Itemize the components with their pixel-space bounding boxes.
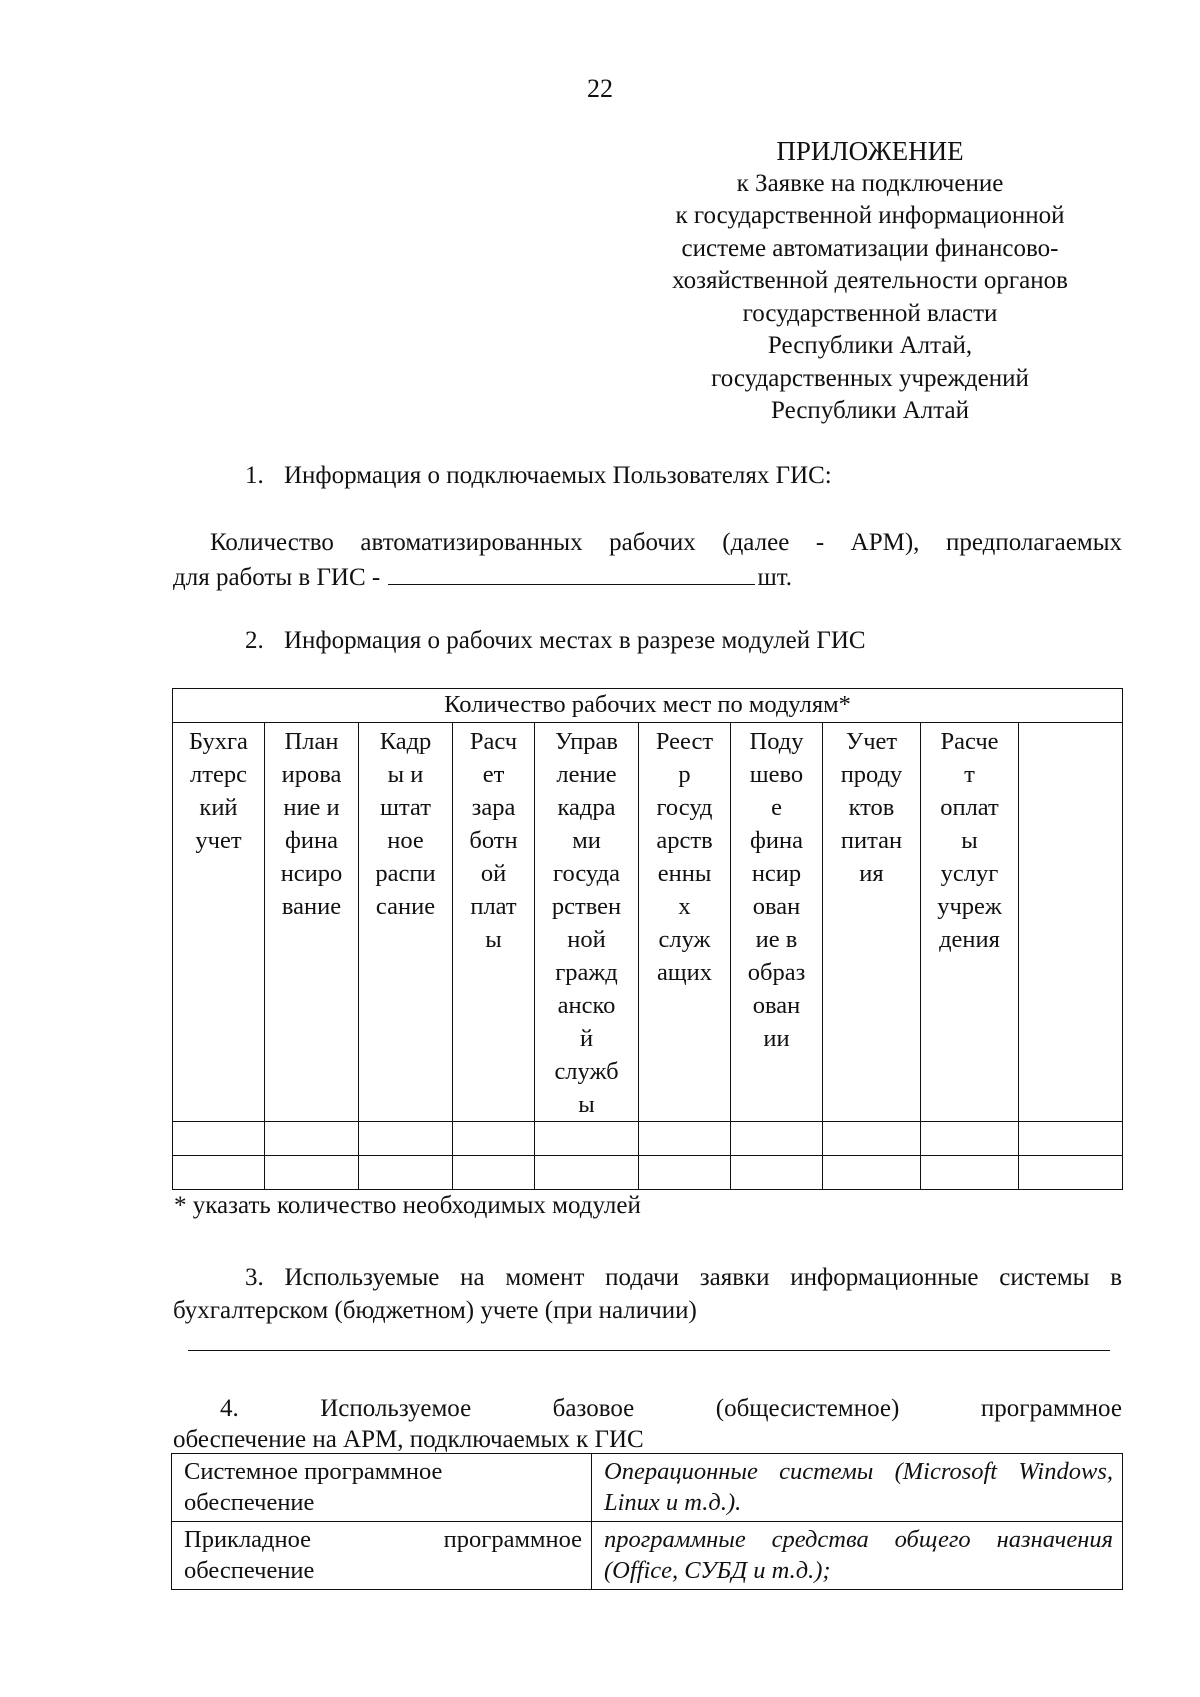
module-column-payroll — [453, 723, 535, 1122]
section2-number: 2. — [245, 627, 264, 654]
modules-table — [172, 688, 1123, 1190]
module-label-line: образ — [747, 959, 806, 986]
section1-para-line1: Количество автоматизированных рабочих (далее - АРМ), предполагаемых — [210, 529, 1122, 556]
section3-answer-line[interactable] — [188, 1350, 1110, 1351]
module-label-line: рствен — [551, 893, 622, 920]
module-label-line: енны — [657, 860, 712, 887]
module-label-line: х — [678, 893, 691, 920]
table-cell[interactable] — [453, 1156, 535, 1190]
module-label-line: ы — [485, 926, 502, 953]
module-label-line: питан — [840, 827, 903, 854]
module-column-empty — [1019, 723, 1123, 1122]
table-cell[interactable] — [173, 1156, 265, 1190]
section4-line1 — [220, 1393, 1122, 1425]
module-label-line: Поду — [749, 728, 804, 755]
module-label-line: ми — [572, 827, 601, 854]
module-label-line: нсиро — [280, 860, 343, 887]
module-label-line: й — [579, 1025, 594, 1052]
modules-footnote: * указать количество необходимых модулей — [174, 1192, 641, 1219]
module-label-line: т — [964, 761, 975, 788]
section3-line1: 3. Используемые на момент подачи заявки информационные системы в — [245, 1264, 1122, 1291]
software-category-text: обеспечение — [184, 1489, 315, 1516]
section4-word: (общесистемное) — [715, 1395, 900, 1422]
module-label-line: ия — [859, 860, 884, 887]
module-label-line: вание — [281, 893, 342, 920]
appendix-line: системе автоматизации финансово- — [681, 234, 1059, 262]
module-label-line: услуг — [940, 860, 999, 887]
module-column-accounting — [173, 723, 265, 1122]
module-label-line: ащих — [656, 959, 713, 986]
table-cell[interactable] — [1019, 1156, 1123, 1190]
module-label-line: Бухга — [189, 728, 248, 755]
module-label-line: Расче — [940, 728, 999, 755]
section1-title — [245, 460, 832, 492]
table-cell[interactable] — [823, 1156, 921, 1190]
module-label-line: фина — [285, 827, 338, 854]
module-column-food — [823, 723, 921, 1122]
appendix-line: Республики Алтай — [771, 397, 969, 424]
module-label-line: госуда — [553, 860, 620, 887]
section4-word: программное — [980, 1395, 1122, 1422]
section2-title-text: Информация о рабочих местах в разрезе модулей ГИС — [284, 627, 866, 654]
module-label-line: Кадр — [379, 728, 432, 755]
table-cell[interactable] — [265, 1156, 359, 1190]
module-label-line: сание — [375, 893, 436, 920]
module-label-line: служ — [658, 926, 711, 953]
arm-count-field[interactable] — [388, 560, 755, 585]
table-cell[interactable] — [639, 1156, 731, 1190]
appendix-line: к Заявке на подключение — [736, 169, 1004, 197]
modules-empty-row — [173, 1122, 1123, 1156]
appendix-heading: ПРИЛОЖЕНИЕ — [776, 136, 964, 166]
table-cell[interactable] — [265, 1122, 359, 1156]
module-label-line: Реест — [655, 728, 714, 755]
module-label-line: арств — [656, 827, 713, 854]
table-cell[interactable] — [921, 1122, 1019, 1156]
module-column-planning — [265, 723, 359, 1122]
software-table — [171, 1453, 1123, 1590]
software-category-word: программное — [443, 1526, 582, 1553]
arm-count-label: для работы в ГИС - — [173, 564, 381, 591]
section4-word: базовое — [552, 1395, 635, 1422]
software-category-word: Прикладное — [184, 1526, 312, 1553]
module-label-line: ное — [387, 827, 424, 854]
module-label-line: проду — [840, 761, 903, 788]
software-examples-system: Операционные системы (Microsoft Windows, Linux и т.д.). — [592, 1454, 1123, 1522]
arm-count-unit: шт. — [757, 564, 793, 591]
module-column-staffing — [359, 723, 453, 1122]
module-label-line: анско — [557, 992, 616, 1019]
appendix-line: хозяйственной деятельности органов — [672, 267, 1068, 294]
module-label-line: учреж — [937, 893, 1002, 920]
modules-empty-row — [173, 1156, 1123, 1190]
table-cell[interactable] — [535, 1156, 639, 1190]
module-label-line: ной — [567, 926, 606, 953]
appendix-header — [630, 135, 1110, 428]
module-label-line: учет — [195, 827, 242, 854]
module-label-line: дения — [939, 926, 1000, 953]
module-label-line: План — [284, 728, 339, 755]
section4-word: Используемое — [320, 1395, 472, 1422]
module-label-line: р — [678, 761, 691, 788]
table-cell[interactable] — [359, 1156, 453, 1190]
module-label-line: штат — [380, 794, 431, 821]
software-category-text — [184, 1524, 582, 1555]
section2-title — [245, 625, 866, 657]
module-column-civil-service — [535, 723, 639, 1122]
module-label-line: ление — [556, 761, 617, 788]
module-label-line: ован — [752, 893, 801, 920]
module-label-line: ет — [482, 761, 505, 788]
table-cell[interactable] — [639, 1122, 731, 1156]
software-category-applied — [172, 1522, 592, 1590]
software-row-applied — [172, 1522, 1123, 1590]
table-cell[interactable] — [731, 1122, 823, 1156]
module-label-line: лтерс — [190, 761, 247, 788]
module-label-line: Учет — [845, 728, 898, 755]
appendix-line: государственной власти — [742, 299, 998, 327]
modules-table-header: Количество рабочих мест по модулям* — [173, 689, 1123, 723]
table-cell[interactable] — [535, 1122, 639, 1156]
module-label-line: распи — [375, 860, 436, 887]
module-label-line: шево — [749, 761, 804, 788]
table-cell[interactable] — [359, 1122, 453, 1156]
module-column-services — [921, 723, 1019, 1122]
appendix-line: государственных учреждений — [711, 364, 1029, 392]
module-label-line: нсир — [751, 860, 802, 887]
page-number: 22 — [587, 74, 613, 103]
module-label-line: Расч — [469, 728, 518, 755]
module-label-line: плат — [470, 893, 517, 920]
module-label-line: ован — [752, 992, 801, 1019]
section3-line2: бухгалтерском (бюджетном) учете (при наличии) — [173, 1297, 697, 1324]
section1-title-text: Информация о подключаемых Пользователях ГИС: — [284, 462, 832, 489]
module-label-line: служб — [554, 1058, 619, 1085]
module-label-line: ы — [961, 827, 978, 854]
software-category-text: Системное программное — [184, 1458, 443, 1485]
table-cell[interactable] — [1019, 1122, 1123, 1156]
table-cell[interactable] — [173, 1122, 265, 1156]
module-label-line: ботн — [469, 827, 518, 854]
table-cell[interactable] — [731, 1156, 823, 1190]
module-label-line: ние и — [283, 794, 340, 821]
software-category-system — [172, 1454, 592, 1522]
module-label-line: зара — [471, 794, 516, 821]
module-label-line: ктов — [848, 794, 895, 821]
module-label-line: гражд — [555, 959, 618, 986]
table-cell[interactable] — [823, 1122, 921, 1156]
module-label-line: е — [771, 794, 782, 821]
appendix-line: к государственной информационной — [675, 202, 1065, 229]
module-label-line: оплат — [940, 794, 999, 821]
section1-number: 1. — [245, 462, 264, 489]
module-label-line: ой — [480, 860, 507, 887]
module-column-registry — [639, 723, 731, 1122]
software-row-system — [172, 1454, 1123, 1522]
software-category-text: обеспечение — [184, 1557, 315, 1584]
table-cell[interactable] — [453, 1122, 535, 1156]
module-label-line: ие в — [755, 926, 798, 953]
section4-line2: обеспечение на АРМ, подключаемых к ГИС — [173, 1426, 644, 1453]
module-label-line: ы — [578, 1091, 595, 1118]
module-label-line: госуд — [656, 794, 713, 821]
module-label-line: кадра — [557, 794, 616, 821]
module-label-line: кий — [199, 794, 238, 821]
module-label-line: фина — [750, 827, 803, 854]
module-label-line: ы и — [387, 761, 424, 788]
module-label-line: ирова — [281, 761, 342, 788]
section1-para-line2 — [173, 560, 792, 594]
module-column-per-capita — [731, 723, 823, 1122]
module-label-line: ии — [763, 1025, 790, 1052]
table-cell[interactable] — [921, 1156, 1019, 1190]
section4-number: 4. — [220, 1395, 239, 1422]
appendix-line: Республики Алтай, — [767, 332, 973, 359]
module-label-line: Управ — [555, 728, 618, 755]
software-examples-applied: программные средства общего назначения (Office, СУБД и т.д.); — [592, 1522, 1123, 1590]
